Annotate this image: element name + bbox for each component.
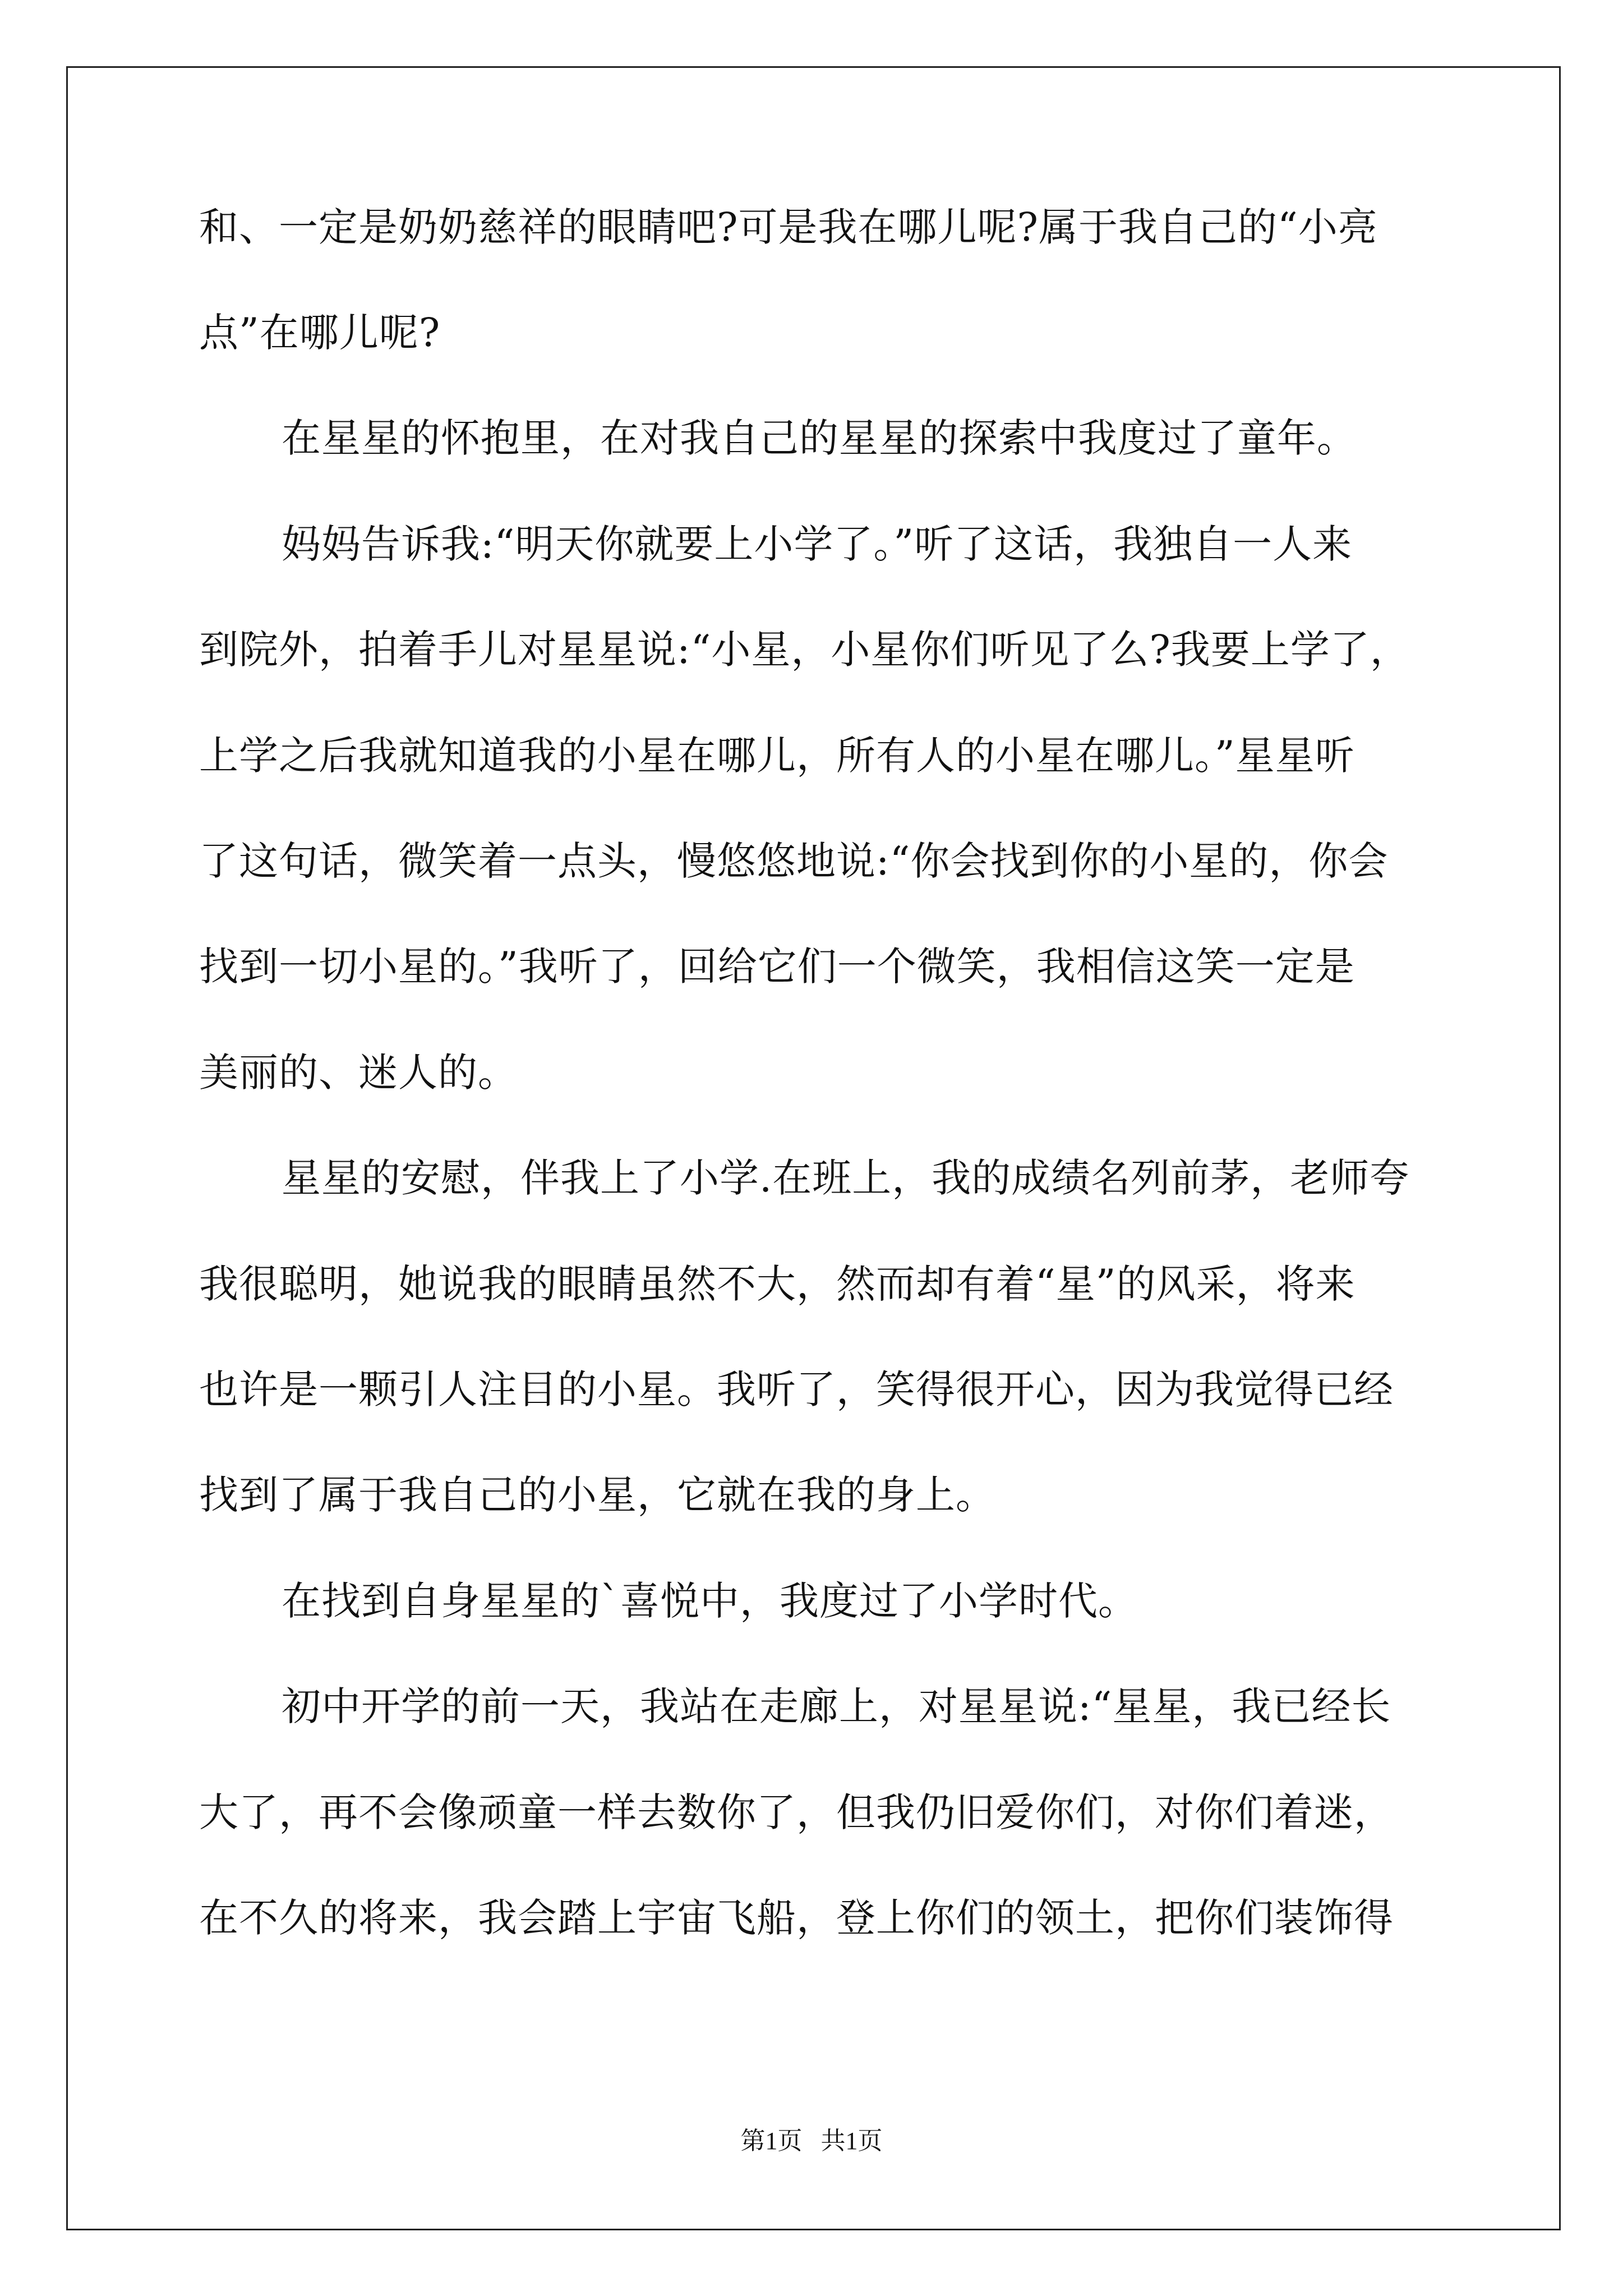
paragraph-start-line: 在星星的怀抱里，在对我自己的星星的探索中我度过了童年。 bbox=[282, 415, 1357, 461]
page-number-footer: 第1页 共1页 bbox=[740, 2127, 883, 2155]
body-line: 和、一定是奶奶慈祥的眼睛吧?可是我在哪儿呢?属于我自己的“小亮 bbox=[199, 204, 1378, 250]
body-line: 找到一切小星的。”我听了，回给它们一个微笑，我相信这笑一定是 bbox=[199, 944, 1355, 990]
body-line: 点”在哪儿呢? bbox=[199, 310, 441, 356]
body-line: 找到了属于我自己的小星，它就在我的身上。 bbox=[199, 1472, 995, 1518]
body-line: 上学之后我就知道我的小星在哪儿，所有人的小星在哪儿。”星星听 bbox=[199, 733, 1355, 779]
paragraph-start-line: 星星的安慰，伴我上了小学.在班上，我的成绩名列前茅，老师夸 bbox=[282, 1155, 1410, 1201]
body-line: 我很聪明，她说我的眼睛虽然不大，然而却有着“星”的风采，将来 bbox=[199, 1261, 1355, 1307]
body-line: 也许是一颗引人注目的小星。我听了，笑得很开心，因为我觉得已经 bbox=[199, 1366, 1394, 1412]
body-line: 大了，再不会像顽童一样去数你了，但我仍旧爱你们，对你们着迷， bbox=[199, 1789, 1394, 1835]
body-line: 了这句话，微笑着一点头，慢悠悠地说:“你会找到你的小星的，你会 bbox=[199, 838, 1389, 884]
paragraph-start-line: 初中开学的前一天，我站在走廊上，对星星说:“星星，我已经长 bbox=[282, 1683, 1391, 1729]
paragraph-start-line: 在找到自身星星的`喜悦中，我度过了小学时代。 bbox=[282, 1578, 1138, 1624]
paragraph-start-line: 妈妈告诉我:“明天你就要上小学了。”听了这话，我独自一人来 bbox=[282, 521, 1353, 567]
body-line: 美丽的、迷人的。 bbox=[199, 1050, 518, 1096]
body-line: 在不久的将来，我会踏上宇宙飞船，登上你们的领土，把你们装饰得 bbox=[199, 1895, 1394, 1941]
body-line: 到院外，拍着手儿对星星说:“小星，小星你们听见了么?我要上学了， bbox=[199, 627, 1410, 673]
